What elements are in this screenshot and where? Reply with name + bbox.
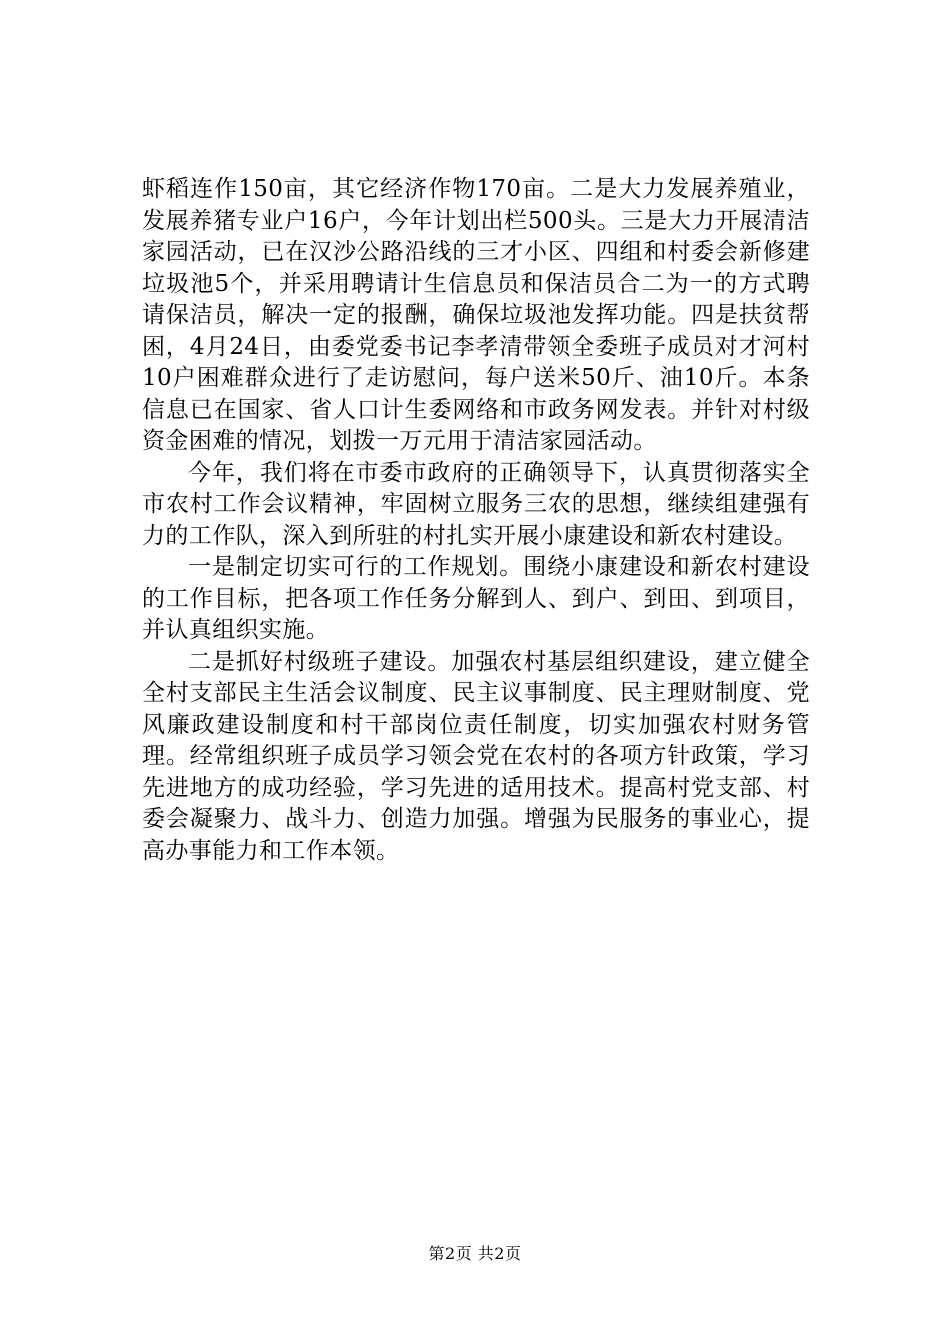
page-footer: 第2页 共2页 <box>428 1244 522 1263</box>
paragraph-plan-intro: 今年，我们将在市委市政府的正确领导下，认真贯彻落实全市农村工作会议精神，牢固树立服务三农的思想，继续组建强有力的工作队，深入到所驻的村扎实开展小康建设和新农村建设。 <box>142 459 810 549</box>
paragraph-work-plan: 一是制定切实可行的工作规划。围绕小康建设和新农村建设的工作目标，把各项工作任务分解到人、到户、到田、到项目，并认真组织实施。 <box>142 554 810 643</box>
document-body <box>142 174 810 867</box>
paragraph-team-building: 二是抓好村级班子建设。加强农村基层组织建设，建立健全全村支部民主生活会议制度、民主议事制度、民主理财制度、党风廉政建设制度和村干部岗位责任制度，切实加强农村财务管理。经常组织班子成员学习领会党在农村的各项方针政策，学习先进地方的成功经验，学习先进的适用技术。提高村党支部、村委会凝聚力、战斗力、创造力加强。增强为民服务的事业心，提高办事能力和工作本领。 <box>142 648 810 864</box>
paragraph-continuation: 虾稻连作150亩，其它经济作物170亩。二是大力发展养殖业，发展养猪专业户16户，今年计划出栏500头。三是大力开展清洁家园活动，已在汉沙公路沿线的三才小区、四组和村委会新修建垃圾池5个，并采用聘请计生信息员和保洁员合二为一的方式聘请保洁员，解决一定的报酬，确保垃圾池发挥功能。四是扶贫帮困，4月24日，由委党委书记李孝清带领全委班子成员对才河村10户困难群众进行了走访慰问，每户送米50斤、油10斤。本条信息已在国家、省人口计生委网络和市政务网发表。并针对村级资金困难的情况，划拨一万元用于清洁家园活动。 <box>142 176 810 454</box>
